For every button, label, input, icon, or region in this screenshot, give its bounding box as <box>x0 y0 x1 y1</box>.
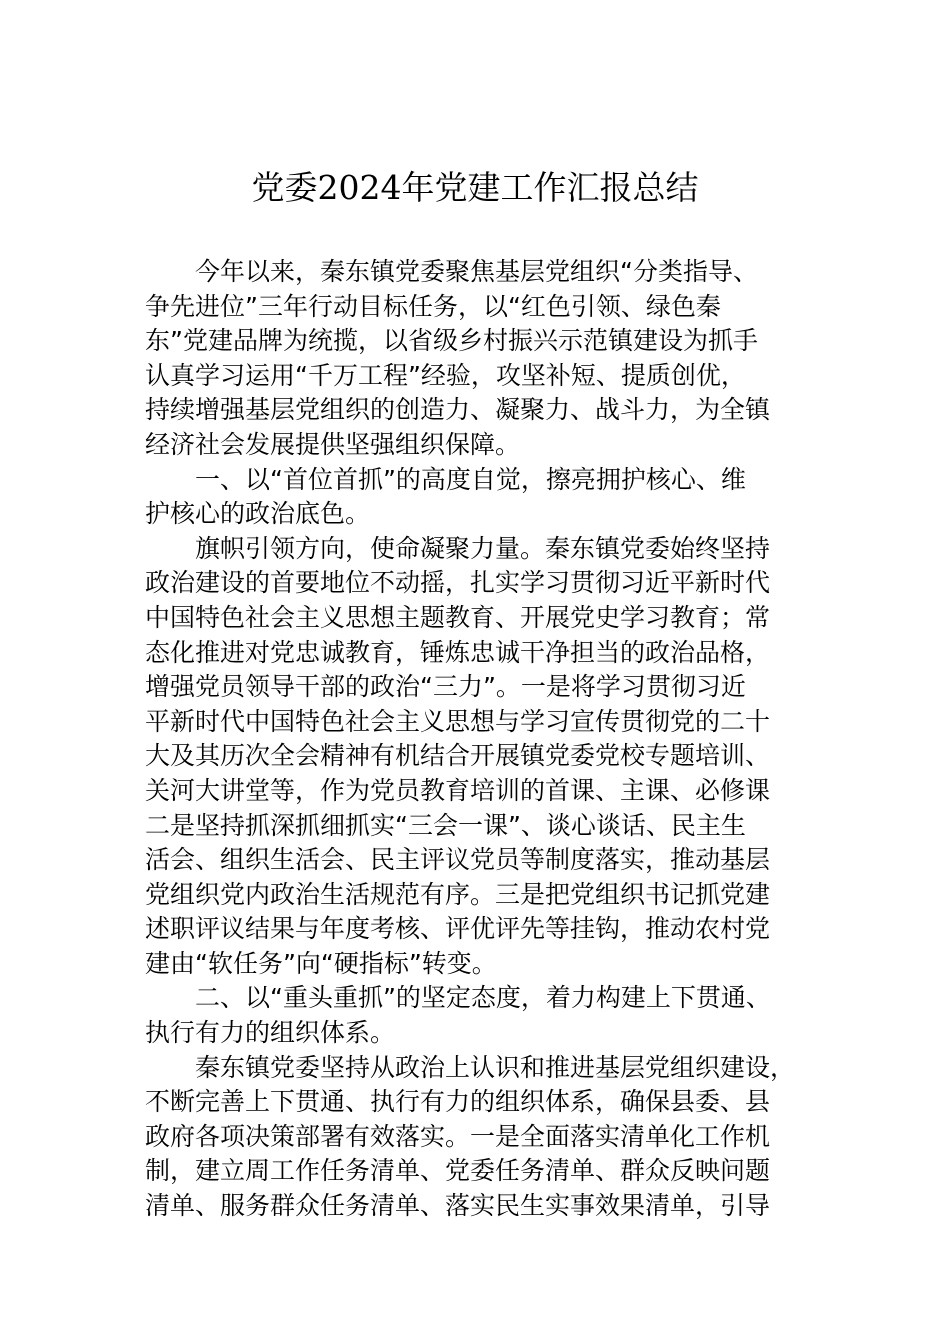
body-line: 秦东镇党委坚持从政治上认识和推进基层党组织建设， <box>195 1052 796 1082</box>
body-line: 争先进位”三年行动目标任务，以“红色引领、绿色秦 <box>145 291 721 321</box>
body-line: 政治建设的首要地位不动摇，扎实学习贯彻习近平新时代 <box>145 568 771 598</box>
body-line: 东”党建品牌为统揽，以省级乡村振兴示范镇建设为抓手 <box>145 326 758 356</box>
document-body <box>145 255 845 1224</box>
body-line: 清单、服务群众任务清单、落实民生实事效果清单，引导 <box>145 1191 771 1221</box>
body-line: 今年以来，秦东镇党委聚焦基层党组织“分类指导、 <box>195 257 758 286</box>
body-line: 旗帜引领方向，使命凝聚力量。秦东镇党委始终坚持 <box>195 533 771 563</box>
body-line: 述职评议结果与年度考核、评优评先等挂钩，推动农村党 <box>145 914 771 944</box>
document-title: 党委2024年党建工作汇报总结 <box>251 168 699 207</box>
body-line: 持续增强基层党组织的创造力、凝聚力、战斗力，为全镇 <box>145 395 771 425</box>
body-line: 二、以“重头重抓”的坚定态度，着力构建上下贯通、 <box>195 983 771 1013</box>
body-line: 护核心的政治底色。 <box>145 499 371 529</box>
body-line: 执行有力的组织体系。 <box>145 1018 396 1048</box>
body-line: 制，建立周工作任务清单、党委任务清单、群众反映问题 <box>145 1156 771 1186</box>
body-line: 党组织党内政治生活规范有序。三是把党组织书记抓党建 <box>145 879 771 909</box>
body-line: 认真学习运用“千万工程”经验，攻坚补短、提质创优， <box>145 360 746 390</box>
body-line: 建由“软任务”向“硬指标”转变。 <box>145 948 497 978</box>
body-line: 关河大讲堂等，作为党员教育培训的首课、主课、必修课 <box>145 775 771 805</box>
body-line: 二是坚持抓深抓细抓实“三会一课”、谈心谈话、民主生 <box>145 810 746 840</box>
body-line: 不断完善上下贯通、执行有力的组织体系，确保县委、县 <box>145 1087 771 1117</box>
body-line: 一、以“首位首抓”的高度自觉，擦亮拥护核心、维 <box>195 464 746 494</box>
body-line: 政府各项决策部署有效落实。一是全面落实清单化工作机 <box>145 1121 771 1151</box>
body-line: 经济社会发展提供坚强组织保障。 <box>145 429 521 459</box>
body-line: 增强党员领导干部的政治“三力”。一是将学习贯彻习近 <box>145 672 746 702</box>
body-line: 大及其历次全会精神有机结合开展镇党委党校专题培训、 <box>145 741 771 771</box>
body-line: 中国特色社会主义思想主题教育、开展党史学习教育；常 <box>145 602 771 632</box>
body-line: 活会、组织生活会、民主评议党员等制度落实，推动基层 <box>145 845 771 875</box>
body-line: 平新时代中国特色社会主义思想与学习宣传贯彻党的二十 <box>145 706 771 736</box>
body-line: 态化推进对党忠诚教育，锤炼忠诚干净担当的政治品格， <box>145 637 771 667</box>
